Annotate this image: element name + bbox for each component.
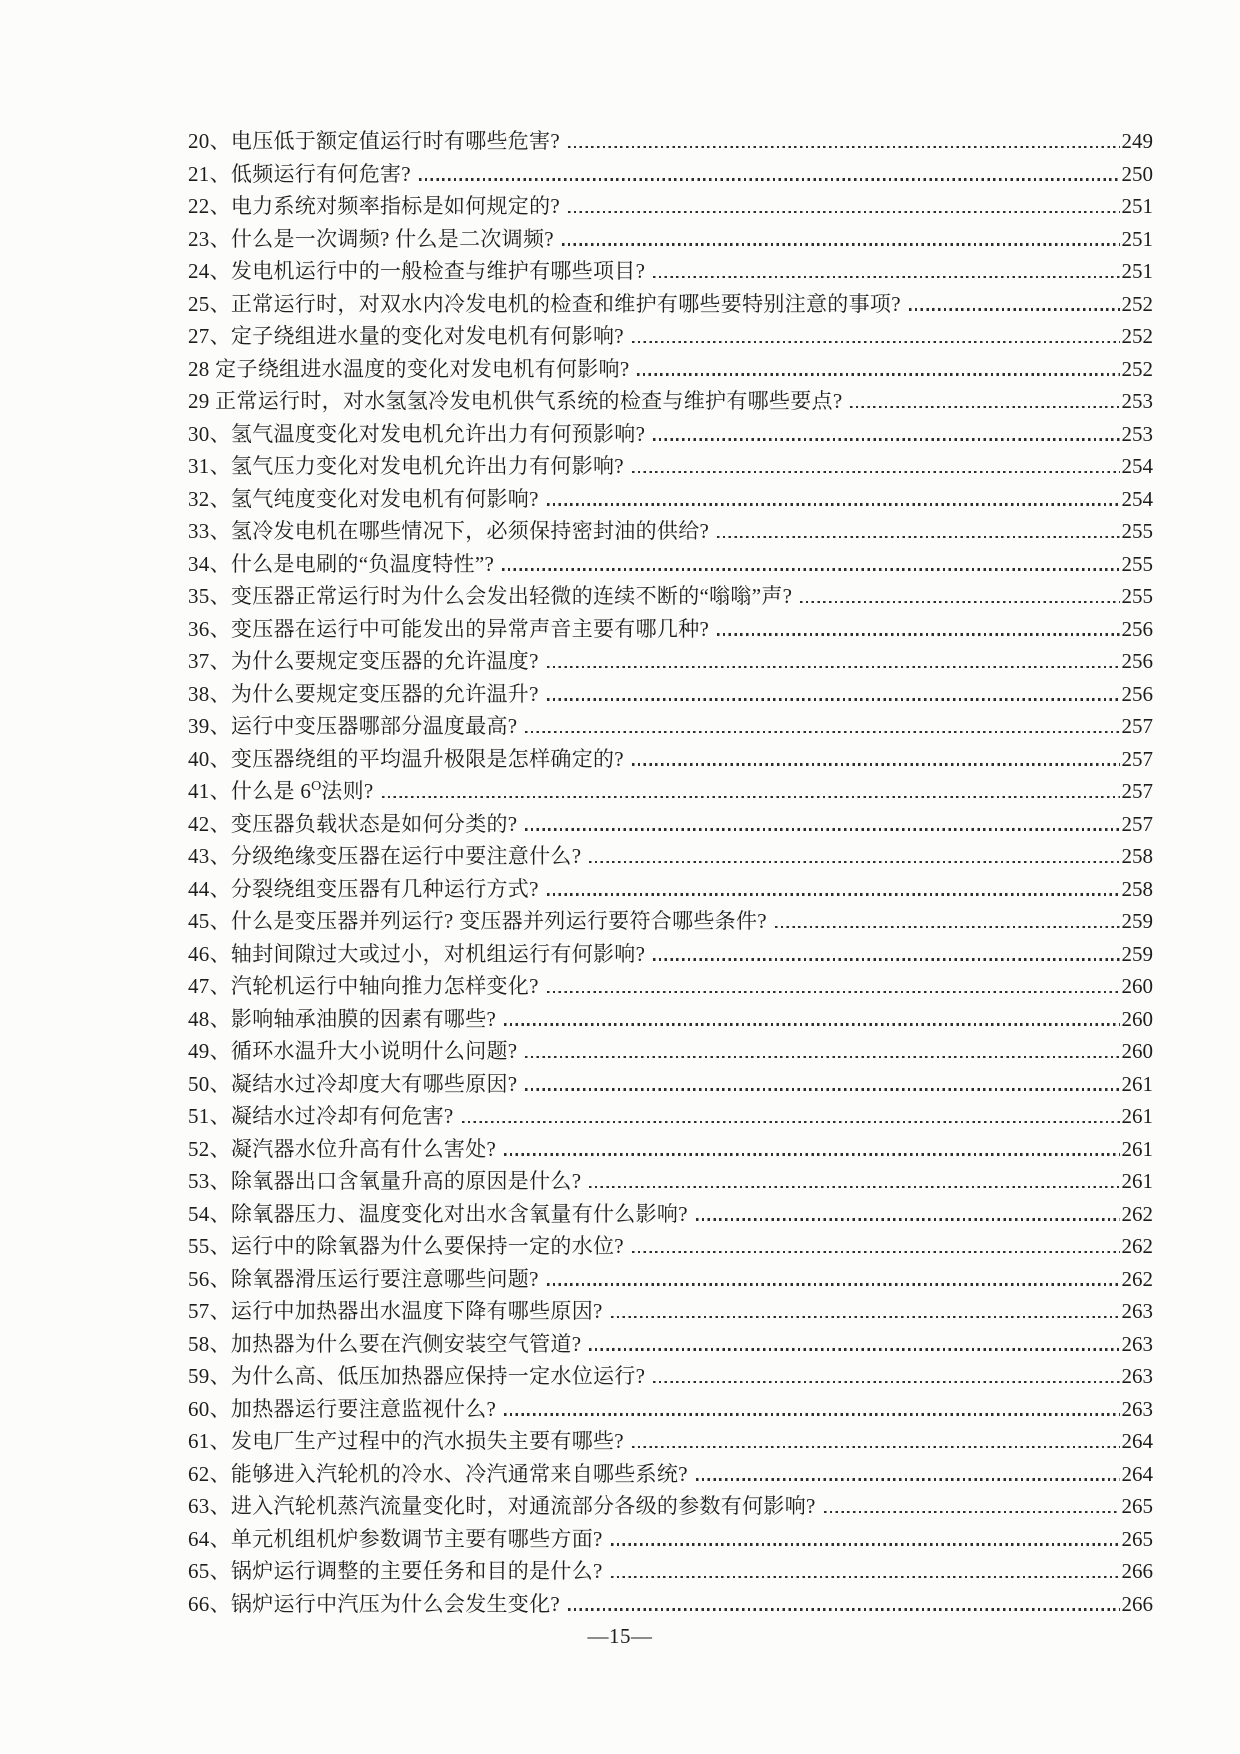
toc-entry-label: 65、锅炉运行调整的主要任务和目的是什么? bbox=[188, 1559, 603, 1583]
toc-entry-label: 62、能够进入汽轮机的冷水、冷汽通常来自哪些系统? bbox=[188, 1461, 688, 1486]
toc-entry bbox=[188, 836, 1153, 869]
toc-entry-label: 50、凝结水过冷却度大有哪些原因? bbox=[188, 1071, 518, 1096]
toc-entry-label: 30、氢气温度变化对发电机允许出力有何预影响? bbox=[188, 421, 646, 446]
toc-entry-page: 263 bbox=[1121, 1331, 1153, 1356]
toc-entry-page: 259 bbox=[1121, 941, 1153, 966]
toc-entry-label: 21、低频运行有何危害? bbox=[188, 161, 411, 186]
toc-entry-page: 265 bbox=[1121, 1494, 1153, 1518]
toc-entry bbox=[188, 641, 1153, 674]
dot-leader bbox=[653, 276, 1119, 278]
toc-entry-label: 57、运行中加热器出水温度下降有哪些原因? bbox=[188, 1299, 603, 1323]
toc-entry bbox=[188, 869, 1153, 902]
dot-leader bbox=[547, 893, 1120, 895]
dot-leader bbox=[568, 146, 1119, 148]
dot-leader bbox=[611, 1576, 1120, 1578]
toc-entry-page: 251 bbox=[1121, 194, 1153, 218]
toc-entry bbox=[188, 1486, 1153, 1519]
toc-entry-label: 32、氢气纯度变化对发电机有何影响? bbox=[188, 486, 539, 511]
toc-entry bbox=[188, 609, 1153, 642]
toc-entry-label: 66、锅炉运行中汽压为什么会发生变化? bbox=[188, 1591, 561, 1616]
toc-entry-page: 266 bbox=[1121, 1559, 1153, 1583]
toc-entry bbox=[188, 771, 1153, 804]
toc-entry-page: 257 bbox=[1121, 811, 1153, 836]
dot-leader bbox=[632, 1251, 1120, 1253]
toc-entry-page: 251 bbox=[1121, 226, 1153, 251]
toc-entry bbox=[188, 349, 1153, 382]
toc-entry-label: 40、变压器绕组的平均温升极限是怎样确定的? bbox=[188, 746, 624, 771]
toc-entry-label: 46、轴封间隙过大或过小，对机组运行有何影响? bbox=[188, 941, 646, 966]
toc-entry-page: 262 bbox=[1121, 1234, 1153, 1258]
toc-entry-page: 263 bbox=[1121, 1364, 1153, 1388]
toc-entry bbox=[188, 739, 1153, 772]
dot-leader bbox=[525, 1056, 1119, 1058]
dot-leader bbox=[653, 1381, 1119, 1383]
toc-entry-page: 250 bbox=[1121, 161, 1153, 186]
toc-entry bbox=[188, 544, 1153, 577]
toc-entry-page: 255 bbox=[1121, 519, 1153, 543]
toc-entry-label: 28 定子绕组进水温度的变化对发电机有何影响? bbox=[188, 356, 630, 381]
dot-leader bbox=[562, 243, 1120, 245]
dot-leader bbox=[611, 1316, 1120, 1318]
toc-entry-page: 260 bbox=[1121, 1039, 1153, 1063]
toc-entry-label: 61、发电厂生产过程中的汽水损失主要有哪些? bbox=[188, 1429, 624, 1453]
toc-entry-label: 45、什么是变压器并列运行? 变压器并列运行要符合哪些条件? bbox=[188, 909, 767, 933]
toc-entry-label: 64、单元机组机炉参数调节主要有哪些方面? bbox=[188, 1526, 603, 1551]
dot-leader bbox=[696, 1478, 1120, 1480]
toc-entry-page: 256 bbox=[1121, 681, 1153, 706]
toc-entry bbox=[188, 1259, 1153, 1292]
toc-entry-page: 260 bbox=[1121, 1006, 1153, 1031]
toc-entry-label: 52、凝汽器水位升高有什么害处? bbox=[188, 1136, 497, 1161]
toc-entry-page: 255 bbox=[1121, 551, 1153, 576]
toc-entry-label: 47、汽轮机运行中轴向推力怎样变化? bbox=[188, 974, 539, 998]
toc-entry-page: 256 bbox=[1121, 616, 1153, 641]
toc-entry bbox=[188, 251, 1153, 284]
toc-entry bbox=[188, 1129, 1153, 1162]
dot-leader bbox=[632, 341, 1120, 343]
toc-entry-page: 262 bbox=[1121, 1266, 1153, 1291]
dot-leader bbox=[568, 211, 1119, 213]
toc-entry bbox=[188, 121, 1153, 154]
dot-leader bbox=[717, 633, 1119, 635]
toc-entry-page: 262 bbox=[1121, 1201, 1153, 1226]
dot-leader bbox=[547, 991, 1120, 993]
toc-entry bbox=[188, 381, 1153, 414]
toc-entry bbox=[188, 1324, 1153, 1357]
toc-entry bbox=[188, 446, 1153, 479]
toc-entry-page: 264 bbox=[1121, 1461, 1153, 1486]
toc-entry-label: 54、除氧器压力、温度变化对出水含氧量有什么影响? bbox=[188, 1201, 688, 1226]
toc-entry-page: 261 bbox=[1121, 1136, 1153, 1161]
toc-entry-label: 41、什么是 $6^O$法则? bbox=[188, 779, 374, 803]
toc-entry-page: 261 bbox=[1121, 1169, 1153, 1193]
page-number-footer: —15— bbox=[587, 1624, 653, 1648]
toc-entry-page: 261 bbox=[1121, 1071, 1153, 1096]
toc-entry-label: 59、为什么高、低压加热器应保持一定水位运行? bbox=[188, 1364, 646, 1388]
toc-entry-label: 63、进入汽轮机蒸汽流量变化时，对通流部分各级的参数有何影响? bbox=[188, 1494, 816, 1518]
toc-entry-page: 263 bbox=[1121, 1396, 1153, 1421]
toc-entry-label: 44、分裂绕组变压器有几种运行方式? bbox=[188, 876, 539, 901]
dot-leader bbox=[502, 568, 1119, 570]
toc-entry-label: 43、分级绝缘变压器在运行中要注意什么? bbox=[188, 844, 582, 868]
dot-leader bbox=[547, 503, 1120, 505]
toc-entry bbox=[188, 674, 1153, 707]
toc-entry-label: 48、影响轴承油膜的因素有哪些? bbox=[188, 1006, 497, 1031]
toc-entry-page: 257 bbox=[1121, 714, 1153, 738]
toc-entry-label: 24、发电机运行中的一般检查与维护有哪些项目? bbox=[188, 259, 646, 283]
toc-entry bbox=[188, 1454, 1153, 1487]
toc-entry bbox=[188, 154, 1153, 187]
toc-entry bbox=[188, 706, 1153, 739]
toc-entry bbox=[188, 219, 1153, 252]
dot-leader bbox=[653, 958, 1119, 960]
toc-entry bbox=[188, 316, 1153, 349]
toc-entry bbox=[188, 1194, 1153, 1227]
toc-entry-label: 25、正常运行时，对双水内冷发电机的检查和维护有哪些要特别注意的事项? bbox=[188, 291, 901, 316]
toc-entry-page: 252 bbox=[1121, 291, 1153, 316]
dot-leader bbox=[589, 1186, 1119, 1188]
toc-entry bbox=[188, 186, 1153, 219]
dot-leader bbox=[547, 1283, 1120, 1285]
toc-entry-label: 53、除氧器出口含氧量升高的原因是什么? bbox=[188, 1169, 582, 1193]
toc-entry-page: 257 bbox=[1121, 779, 1153, 803]
toc-entry-label: 31、氢气压力变化对发电机允许出力有何影响? bbox=[188, 454, 624, 478]
toc-entry-label: 60、加热器运行要注意监视什么? bbox=[188, 1396, 497, 1421]
dot-leader bbox=[589, 861, 1119, 863]
toc-entry bbox=[188, 284, 1153, 317]
toc-entry-label: 49、循环水温升大小说明什么问题? bbox=[188, 1039, 518, 1063]
toc-entry-label: 58、加热器为什么要在汽侧安装空气管道? bbox=[188, 1331, 582, 1356]
dot-leader bbox=[525, 731, 1119, 733]
toc-entry bbox=[188, 1421, 1153, 1454]
dot-leader bbox=[632, 471, 1120, 473]
toc-list bbox=[188, 121, 1153, 1616]
toc-entry bbox=[188, 1031, 1153, 1064]
dot-leader bbox=[775, 926, 1120, 928]
toc-entry bbox=[188, 1519, 1153, 1552]
toc-entry bbox=[188, 999, 1153, 1032]
toc-entry-label: 35、变压器正常运行时为什么会发出轻微的连续不断的“嗡嗡”声? bbox=[188, 584, 793, 608]
toc-entry-page: 253 bbox=[1121, 421, 1153, 446]
toc-entry-page: 265 bbox=[1121, 1526, 1153, 1551]
dot-leader bbox=[696, 1218, 1120, 1220]
toc-entry-page: 263 bbox=[1121, 1299, 1153, 1323]
toc-entry bbox=[188, 1226, 1153, 1259]
toc-entry-page: 253 bbox=[1121, 389, 1153, 413]
toc-entry-page: 259 bbox=[1121, 909, 1153, 933]
toc-entry bbox=[188, 479, 1153, 512]
dot-leader bbox=[637, 373, 1119, 375]
toc-entry-page: 254 bbox=[1121, 454, 1153, 478]
toc-entry-label: 51、凝结水过冷却有何危害? bbox=[188, 1104, 454, 1128]
toc-entry bbox=[188, 804, 1153, 837]
toc-entry bbox=[188, 1096, 1153, 1129]
toc-entry bbox=[188, 511, 1153, 544]
toc-entry-label: 56、除氧器滑压运行要注意哪些问题? bbox=[188, 1266, 539, 1291]
toc-entry-label: 39、运行中变压器哪部分温度最高? bbox=[188, 714, 518, 738]
dot-leader bbox=[800, 601, 1119, 603]
toc-entry-page: 266 bbox=[1121, 1591, 1153, 1616]
toc-entry-label: 29 正常运行时，对水氢氢冷发电机供气系统的检查与维护有哪些要点? bbox=[188, 389, 843, 413]
dot-leader bbox=[525, 828, 1119, 830]
dot-leader bbox=[653, 438, 1119, 440]
toc-entry-page: 256 bbox=[1121, 649, 1153, 673]
toc-entry-page: 261 bbox=[1121, 1104, 1153, 1128]
dot-leader bbox=[382, 796, 1120, 798]
superscript-text: O bbox=[311, 779, 322, 794]
toc-entry-label: 22、电力系统对频率指标是如何规定的? bbox=[188, 194, 561, 218]
toc-entry-page: 258 bbox=[1121, 844, 1153, 868]
toc-entry-label: 20、电压低于额定值运行时有哪些危害? bbox=[188, 129, 561, 153]
toc-entry-label: 27、定子绕组进水量的变化对发电机有何影响? bbox=[188, 324, 624, 348]
toc-entry bbox=[188, 1389, 1153, 1422]
toc-entry-page: 252 bbox=[1121, 356, 1153, 381]
dot-leader bbox=[504, 1023, 1119, 1025]
dot-leader bbox=[525, 1088, 1119, 1090]
dot-leader bbox=[824, 1511, 1120, 1513]
toc-entry bbox=[188, 901, 1153, 934]
dot-leader bbox=[504, 1153, 1119, 1155]
dot-leader bbox=[611, 1543, 1120, 1545]
toc-entry bbox=[188, 1551, 1153, 1584]
dot-leader bbox=[568, 1608, 1119, 1610]
dot-leader bbox=[632, 763, 1120, 765]
toc-entry bbox=[188, 1064, 1153, 1097]
toc-entry-page: 251 bbox=[1121, 259, 1153, 283]
toc-entry-page: 264 bbox=[1121, 1429, 1153, 1453]
toc-entry-label: 42、变压器负载状态是如何分类的? bbox=[188, 811, 518, 836]
toc-entry bbox=[188, 966, 1153, 999]
toc-entry bbox=[188, 1161, 1153, 1194]
dot-leader bbox=[462, 1121, 1120, 1123]
toc-entry bbox=[188, 414, 1153, 447]
dot-leader bbox=[632, 1446, 1120, 1448]
dot-leader bbox=[547, 666, 1120, 668]
dot-leader bbox=[909, 308, 1120, 310]
dot-leader bbox=[504, 1413, 1119, 1415]
toc-entry bbox=[188, 934, 1153, 967]
toc-entry-label: 55、运行中的除氧器为什么要保持一定的水位? bbox=[188, 1234, 624, 1258]
toc-entry bbox=[188, 1356, 1153, 1389]
toc-entry-label: 37、为什么要规定变压器的允许温度? bbox=[188, 649, 539, 673]
dot-leader bbox=[850, 406, 1119, 408]
toc-entry bbox=[188, 576, 1153, 609]
toc-entry-page: 257 bbox=[1121, 746, 1153, 771]
toc-entry-page: 258 bbox=[1121, 876, 1153, 901]
toc-entry bbox=[188, 1584, 1153, 1617]
toc-entry-page: 249 bbox=[1121, 129, 1153, 153]
dot-leader bbox=[547, 698, 1120, 700]
toc-entry-label: 33、氢冷发电机在哪些情况下，必须保持密封油的供给? bbox=[188, 519, 710, 543]
dot-leader bbox=[589, 1348, 1119, 1350]
dot-leader bbox=[717, 536, 1119, 538]
toc-entry-page: 252 bbox=[1121, 324, 1153, 348]
toc-entry-label: 34、什么是电刷的“负温度特性”? bbox=[188, 551, 495, 576]
toc-entry-label: 23、什么是一次调频? 什么是二次调频? bbox=[188, 226, 554, 251]
toc-entry-page: 254 bbox=[1121, 486, 1153, 511]
toc-entry bbox=[188, 1291, 1153, 1324]
dot-leader bbox=[419, 178, 1120, 180]
toc-entry-page: 260 bbox=[1121, 974, 1153, 998]
toc-entry-label: 38、为什么要规定变压器的允许温升? bbox=[188, 681, 539, 706]
toc-entry-page: 255 bbox=[1121, 584, 1153, 608]
toc-entry-label: 36、变压器在运行中可能发出的异常声音主要有哪几种? bbox=[188, 616, 710, 641]
